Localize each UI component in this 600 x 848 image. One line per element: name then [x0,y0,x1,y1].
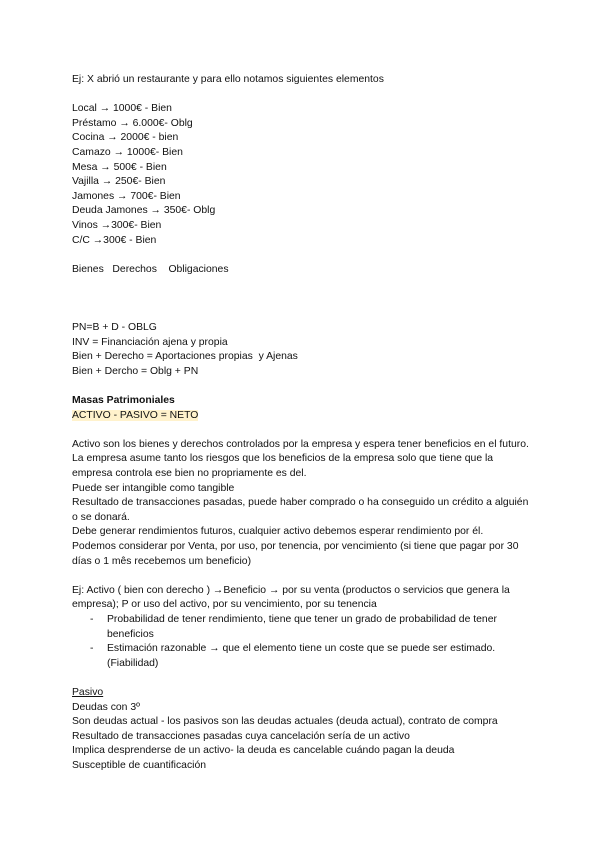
activo-paragraph: Puede ser intangible como tangible [72,482,235,494]
activo-paragraph: La empresa asume tanto los riesgos que los beneficios de la empresa solo que tiene que la empresa controla ese bien no propriamente es del. [72,453,494,480]
masas-heading: Masas Patrimoniales [72,395,175,407]
element-item: Camazo → 1000€- Bien [72,146,183,158]
spacer [72,88,532,103]
bullet-dash: - [90,613,94,625]
activo-paragraph: Resultado de transacciones pasadas, puede haber comprado o ha conseguido un crédito a alguién o se donará. [72,497,529,523]
spacer [72,569,532,584]
activo-paragraph: Debe generar rendimientos futuros, cualquier activo debemos esperar rendimiento por él. [72,526,484,538]
activo-criteria-list [72,613,532,671]
formula-line: INV = Financiación ajena y propia [72,336,228,348]
spacer [72,671,532,686]
pasivo-line: Susceptible de cuantificación [72,759,207,771]
formula-line: Bien + Derecho = Aportaciones propias y Ajenas [72,351,298,363]
element-item: Deuda Jamones → 350€- Oblg [72,205,216,217]
masas-equation-highlight: ACTIVO - PASIVO = NETO [72,409,199,421]
element-item: Local → 1000€ - Bien [72,103,172,115]
list-item-text: Probabilidad de tener rendimiento, tiene que tener un grado de probabilidad de tener beneficios [107,613,497,640]
element-item: Préstamo → 6.000€- Oblg [72,117,193,129]
intro-line: Ej: X abrió un restaurante y para ello notamos siguientes elementos [72,74,384,85]
element-item: C/C →300€ - Bien [72,234,157,246]
spacer [72,379,532,394]
spacer [72,307,532,322]
list-item [72,642,532,671]
pasivo-section [72,686,532,774]
pasivo-line: Implica desprenderse de un activo- la deuda es cancelable cuándo pagan la deuda [72,745,455,757]
activo-paragraph: Activo son los bienes y derechos controlados por la empresa y espera tener beneficios en el futuro. [72,438,529,450]
pasivo-line: Son deudas actual - los pasivos son las deudas actuales (deuda actual), contrato de compra [72,716,498,728]
element-item: Vajilla → 250€- Bien [72,176,166,188]
spacer [72,277,532,292]
element-item: Jamones → 700€- Bien [72,190,181,202]
spacer [72,423,532,438]
bullet-dash: - [90,643,94,655]
formula-line: Bien + Dercho = Oblg + PN [72,365,199,377]
categories-line: Bienes Derechos Obligaciones [72,263,229,275]
element-item: Vinos →300€- Bien [72,219,162,231]
spacer [72,248,532,263]
element-item: Cocina → 2000€ - bien [72,132,179,144]
activo-section [72,438,532,569]
element-item: Mesa → 500€ - Bien [72,161,167,173]
ej-activo-paragraph: Ej: Activo ( bien con derecho ) →Beneficio → por su venta (productos o servicios que genera la empresa); P or uso del activo, por su vencimiento, por su tenencia [72,584,510,611]
formula-list [72,321,532,379]
document-body [72,73,532,774]
pasivo-heading: Pasivo [72,686,104,698]
list-item [72,613,532,642]
formula-line: PN=B + D - OBLG [72,322,157,334]
pasivo-line: Deudas con 3º [72,701,140,713]
pasivo-line: Resultado de transacciones pasadas cuya cancelación sería de un activo [72,730,410,742]
activo-paragraph: Podemos considerar por Venta, por uso, por tenencia, por vencimiento (si tiene que pagar por 30 días o 1 mês recebemos um beneficio) [72,541,519,567]
list-item-text: Estimación razonable → que el elemento tiene un coste que se puede ser estimado. (Fiabilidad) [107,643,496,669]
spacer [72,292,532,307]
element-list [72,102,532,248]
